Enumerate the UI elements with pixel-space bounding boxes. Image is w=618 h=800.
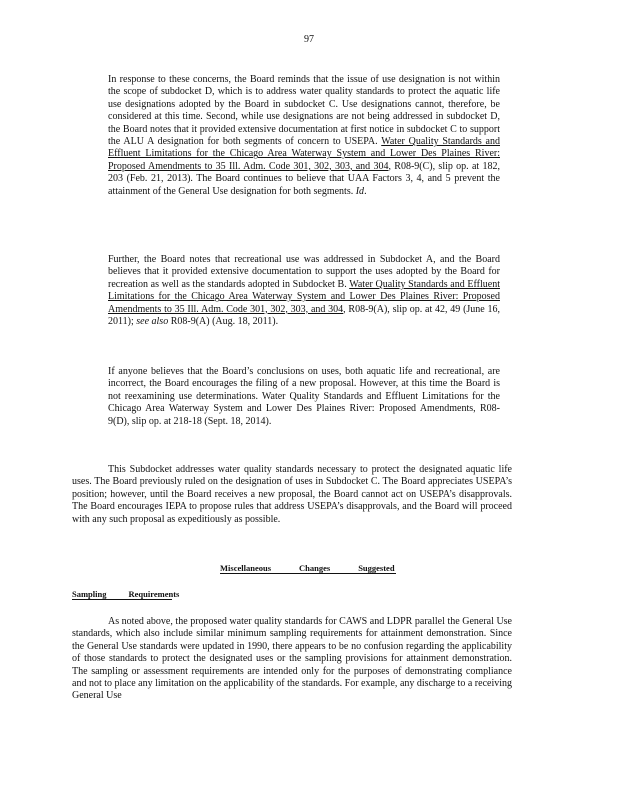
heading-word: Miscellaneous	[220, 563, 271, 573]
quote-text: .	[364, 185, 367, 197]
quote-text: If anyone believes that the Board’s conclusions on uses, both aquatic life and recreational, are incorrect, the Board encourages the filing of a new proposal. However, at this time the Board is not reexamining use determinations.	[108, 366, 500, 402]
body-paragraph-2: As noted above, the proposed water quality standards for CAWS and LDPR parallel the General Use standards, which also include similar minimum sampling requirements for attainment demonstration. Since the General Use standards were updated in 1990, there appears to be no confusion regarding the applicability of those standards to protect the designated uses or the sampling provisions for attainment demonstration. The sampling or assessment requirements are intended only for the purposes of demonstrating compliance and not to place any limitation on the applicability of the standards. For example, any discharge to a receiving General Use	[72, 616, 512, 702]
see-also-signal: see also	[136, 316, 169, 328]
case-citation: Water Quality Standards and Effluent Limitations for the Chicago Area Waterway System and Lower Des Plaines River: Proposed Amendments to 35 Ill. Adm. Code 301, 302, 303, and 304	[108, 136, 500, 172]
quote-text: , R08-9(A), slip op. at 42, 49 (June 16, 2011);	[108, 303, 500, 328]
body-paragraph-1: This Subdocket addresses water quality standards necessary to protect the designated aquatic life uses. The Board previously ruled on the designation of uses in Subdocket C. The Board appreciates USEPA’s position; however, until the Board receives a new proposal, the Board cannot act on USEPA’s disapprovals. The Board encourages IEPA to propose rules that address USEPA’s disapprovals, and the Board will proceed with any such proposal as expeditiously as possible.	[72, 464, 512, 525]
quote-text: , R08-9(D), slip op. at 218-18 (Sept. 18, 2014).	[108, 403, 500, 427]
subsection-heading	[72, 589, 180, 600]
block-quote-2	[108, 254, 500, 328]
quote-text: In response to these concerns, the Board reminds that the issue of use designation is not within the scope of subdocket D, which is to address water quality standards to protect the aquatic life use designations adopted by the Board in subdocket C. Use designations cannot, therefore, be considered at this time. Second, while use designations are not being addressed in subdocket D, the Board notes that it provided extensive documentation at first notice in subdocket C to support the ALU A designation for both segments of concern to USEPA.	[108, 74, 500, 148]
paragraph	[108, 254, 500, 328]
block-quote-1	[108, 74, 500, 198]
heading-word: Suggested	[358, 563, 395, 573]
block-quote-3	[108, 366, 500, 428]
heading-word: Requirements	[128, 589, 180, 599]
case-citation: Water Quality Standards and Effluent Limitations for the Chicago Area Waterway System and Lower Des Plaines River: Proposed Amendments	[108, 390, 500, 415]
quote-text: R08-9(A) (Aug. 18, 2011).	[168, 316, 279, 328]
paragraph	[108, 74, 500, 198]
paragraph	[108, 366, 500, 428]
heading-word: Sampling	[72, 589, 107, 599]
id-signal: Id	[355, 185, 365, 197]
heading-word: Changes	[299, 563, 331, 573]
quote-text: Further, the Board notes that recreational use was addressed in Subdocket A, and the Board believes that it provided extensive documentation to support the uses adopted by the Board for recreation as well as the standards adopted in Subdocket B.	[108, 254, 500, 290]
case-citation: Water Quality Standards and Effluent Limitations for the Chicago Area Waterway System and Lower Des Plaines River: Proposed Amendments to 35 Ill. Adm. Code 301, 302, 303, and 304	[108, 278, 500, 315]
section-heading	[220, 563, 396, 574]
quote-text: , R08-9(C), slip op. at 182, 203 (Feb. 21, 2013). The Board continues to believe that UAA Factors 3, 4, and 5 prevent the attainment of the General Use designation for both segments.	[108, 160, 501, 197]
page-number: 97	[304, 34, 314, 45]
